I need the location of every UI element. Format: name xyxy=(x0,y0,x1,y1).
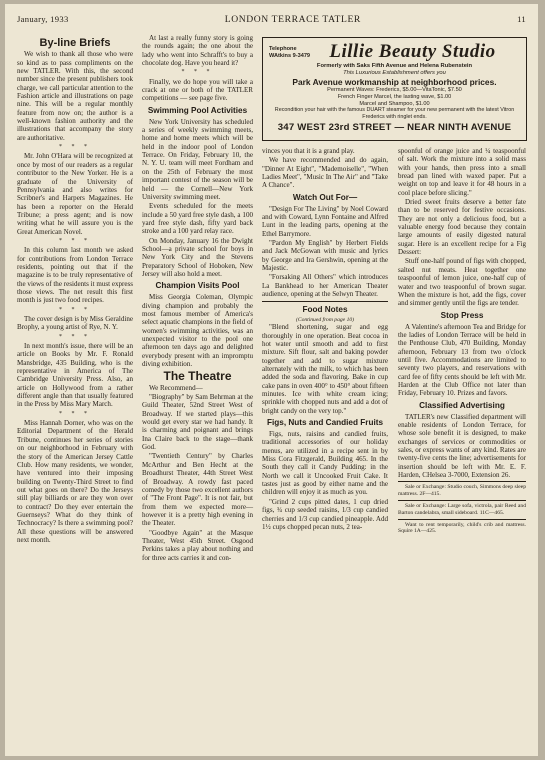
paragraph: We Recommend— xyxy=(149,383,203,392)
column-food-notes xyxy=(262,147,388,532)
paragraph: "Pardon My English" by Herbert Fields and Jack McGowan with music and lyrics by George and Ira Gershwin, opening at the Majestic. xyxy=(262,239,388,273)
separator-stars: * * * xyxy=(59,410,91,417)
ad-marcel: Marcel and Shampoo, $1.00 xyxy=(359,100,430,107)
heading-stop-press: Stop Press xyxy=(440,310,484,320)
separator-stars: * * * xyxy=(59,237,91,244)
food-continued: (Continued from page 10) xyxy=(295,316,355,323)
paragraph: At last a really funny story is going the rounds again; the one about the lady who went into Schrafft's to buy a chocolate dog. Have you heard it? xyxy=(142,34,253,68)
ad-brand-name: Lillie Beauty Studio xyxy=(329,41,496,62)
paragraph: We have recommended and do again, "Dinner At Eight", "Mademoiselle", "When Ladies Meet", "Music In The Air" and "Take A Chance". xyxy=(262,156,388,190)
classified-ad: Sale or Exchange: Large sofa, victrola, pair Reed and Barton candelabra, small sideboard. 11C—465. xyxy=(398,502,526,516)
ad-french: French Finger Marcel, the lasting wave, $1.00 xyxy=(337,93,452,100)
paragraph: Figs, nuts, raisins and candied fruits, traditional accessories of our holiday menus, are utilized in a recipe sent in by Miss Cora Fitzgerald, Building 465. In the South they call it Candy Pudding: in the North we call it Uncooked Fruit Cake. It tastes just as good by either name and the children will enjoy it as much as you. xyxy=(262,430,388,497)
separator-stars: * * * xyxy=(59,333,91,340)
paragraph: On Monday, January 16 the Dwight School—a private school for boys in New York City and the Stevens Preparatory School of Hoboken, New Jersey will also hold a meet. xyxy=(142,236,253,278)
paragraph: "Biography" by Sam Behrman at the Guild Theater, 52nd Street West of Broadway. If we started plays—this would get every star we had handy. It is charming and poignant and brings Ina Claire back to the stage—thank God. xyxy=(142,393,253,452)
heading-watch-out: Watch Out For— xyxy=(292,192,358,202)
paragraph: Mr. John O'Hara will be recognized at once by most of our readers as a regular contributor to the New Yorker. He is a graduate of the University of Pennsylvania and also writes for Scribner's and Harpers Magazines. He has been a reporter on the Herald Tribune; a press agent; and is now writing what he will assure you is the Great American Novel. xyxy=(17,152,133,236)
ad-phone-label: Telephone xyxy=(269,46,297,52)
ad-address: 347 WEST 23rd STREET — NEAR NINTH AVENUE xyxy=(277,122,512,134)
paragraph: spoonful of orange juice and ¼ teaspoonful of salt. Work the mixture into a solid mass with your hands, then press into a small bread pan lined with waxed paper. Put a weight on top and leave it for 48 hours in a cool place before slicing." xyxy=(398,147,526,197)
paragraph: New York University has scheduled a series of weekly swimming meets, home and home meets which will be held in the indoor pool of London Terrace. On Friday, February 10, the N. Y. U. team will meet Fordham and on the 25th of February the most important contest of the season will be held — the Cornell—New York University swimming meet. xyxy=(142,117,253,201)
ad-phone-number: WAtkins 9-3479 xyxy=(269,53,311,59)
page-header xyxy=(17,14,526,28)
separator-stars: * * * xyxy=(59,306,91,313)
rule xyxy=(262,301,388,302)
paragraph: Dried sweet fruits deserve a better fate than to be reserved for festive occasions. They are not only a delicious food, but a valuable energy food because they contain large amounts of easily digested natural sugar. Here is an excellent recipe for a Fig Dessert: xyxy=(398,198,526,257)
heading-figs-nuts: Figs, Nuts and Candied Fruits xyxy=(267,418,383,428)
column-theatre xyxy=(142,34,253,563)
paragraph: In next month's issue, there will be an article on Books by Mr. F. Ronald Mansbridge, 435 Building, who is the representative in America of The Cambridge University Press. Also, an article on Hollywood from a rather different angle than that usually featured in the Press by Miss Mary March. xyxy=(17,342,133,409)
header-page-number: 11 xyxy=(517,14,526,24)
heading-champion: Champion Visits Pool xyxy=(155,281,240,291)
magazine-page xyxy=(5,4,538,756)
separator-stars: * * * xyxy=(59,144,91,151)
rule xyxy=(398,500,526,501)
ad-formerly: Formerly with Saks Fifth Avenue and Helena Rubenstein xyxy=(316,63,473,69)
paragraph: "Blend shortening, sugar and egg thoroughly in one operation. Beat cocoa in hot water until smooth and add to first mixture. Sift flour, salt and baking powder together and add to sugar mixture alternately with the milk, to which has been added the soda and flavoring. Bake in cup cake pans in oven 400° to 450° about fifteen minutes. Ice with white cream icing; sprinkle with chopped nuts and add a dot of bright candy on the very top." xyxy=(262,323,388,415)
paragraph: In this column last month we asked for contributions from London Terrace residents, pointing out that if the magazine is to be truly representative of the views of the residents it must express those views. The net result this first month is just two food recipes. xyxy=(17,246,133,305)
column-classified xyxy=(398,147,526,536)
paragraph: "Grind 2 cups pitted dates, 1 cup dried figs, ¾ cup seeded raisins, 1/3 cup candied cherries and 1/3 cup candied pineapple. Add 1½ cups chopped pecan nuts, 2 tea- xyxy=(262,497,388,531)
header-title: LONDON TERRACE TATLER xyxy=(224,14,361,25)
paragraph: Stuff one-half pound of figs with chopped, salted nut meats. Heat together one teaspoonful of lemon juice, one-half cup of water and two teaspoonful of brown sugar. When the mixture is hot, add the figs, cover and simmer gently until the figs are tender. xyxy=(398,257,526,308)
ad-waves: Permanent Waves: Frederics, $5.00—VitaTonic, $7.50 xyxy=(327,87,462,93)
paragraph: "Design For The Living" by Noel Coward and with Coward, Lynn Fontaine and Alfred Lunt in the leading parts, opening at the Ethel Barrymore. xyxy=(262,204,388,238)
header-date: January, 1933 xyxy=(17,14,69,24)
classified-ad: Want to rent temporarily, child's crib and mattress. Squire 1A—425. xyxy=(398,521,526,535)
ad-recondition: Recondition your hair with the famous DUART steamer for your new permanent with the latest Vitron Frederics with ringlet ends. xyxy=(274,107,515,120)
paragraph: TATLER's new Classified department will enable residents of London Terrace, for whose sole benefit it is designed, to make exchanges of services or commodities or sales, or express wants of any kind. Rates are twenty-five cents the line; advertisements for insertion should be left with Mr. E. F. Harden, CHelsea 3-7000, Extension 26. xyxy=(398,412,526,480)
ad-headline: Park Avenue workmanship at neighborhood prices. xyxy=(292,77,497,87)
separator-stars: * * * xyxy=(181,69,214,76)
paragraph: A Valentine's afternoon Tea and Bridge for the ladies of London Terrace will be held in the Penthouse Club, 470 Building, Monday afternoon, February 13 from two o'clock until five. Accommodations are limited to seventy two players, and reservations with card fee of fifty cents should be left with Mr. Harden at the Club Office not later than Friday, February 10. Prizes and favors. xyxy=(398,322,526,398)
paragraph: "Forsaking All Others" which introduces La Bankhead to her American Theater audience, opening at the Selwyn Theater. xyxy=(262,273,388,299)
heading-food-notes: Food Notes xyxy=(302,304,348,314)
paragraph: The cover design is by Miss Geraldine Brophy, a young artist of Rye, N. Y. xyxy=(17,315,133,332)
rule xyxy=(398,519,526,520)
ad-phone xyxy=(269,46,310,60)
paragraph: "Goodbye Again" at the Masque Theater, West 45th Street. Osgood Perkins takes a play about nothing and for three acts carries it and con- xyxy=(142,528,253,562)
paragraph: Events scheduled for the meets include a 50 yard free style dash, a 100 yard free style dash, fifty yard back stroke and a 100 yard relay race. xyxy=(142,202,253,236)
ad-luxurious: This Luxurious Establishment offers you xyxy=(343,70,446,76)
heading-byline-briefs: By-line Briefs xyxy=(39,37,111,49)
heading-theatre: The Theatre xyxy=(163,369,232,384)
column-byline-briefs xyxy=(17,34,133,545)
heading-swimming-pool: Swimming Pool Activities xyxy=(147,105,248,115)
rule xyxy=(398,481,526,482)
paragraph: vinces you that it is a grand play. xyxy=(262,147,355,155)
paragraph: Miss Georgia Coleman, Olympic diving champion and probably the most famous member of America's select aquatic champions in the field of women's swimming activities, was an unexpected visitor to the pool one afternoon ten days ago and delighted everybody present with an impromptu diving exhibition. xyxy=(142,293,253,369)
classified-ad: Sale or Exchange: Studio couch, Simmons deep sleep mattress. 2F—415. xyxy=(398,484,526,498)
paragraph: "Twentieth Century" by Charles McArthur and Ben Hecht at the Broadhurst Theater, 44th Street West of Broadway. A rowdy fast paced comedy by those two excellent authors of "The Front Page". It is not fair, but from them we expected more—however it is a pretty high evening in the Theater. xyxy=(142,452,253,528)
paragraph: Miss Hannah Dorner, who was on the Editorial Department of the Herald Tribune, continues her series of stories on our neighborhood in February with the story of the American Jersey Cattle Club. How many residents, we wonder, have ventured into their imposing building on Twenty-Third Street to find out what goes on there? Do the Jerseys still play billiards or are they won over to contract? Do they ever entertain the Guernseys? What do they think of Technocracy? Is there a swimming pool? All these questions will be answered next month. xyxy=(17,419,133,544)
heading-classified: Classified Advertising xyxy=(419,400,505,410)
paragraph: Finally, we do hope you will take a crack at one or both of the TATLER competitions — see page five. xyxy=(142,77,253,103)
lillie-beauty-studio-ad xyxy=(262,37,527,141)
paragraph: We wish to thank all those who were so kind as to pass compliments on the new TATLER. With this, the second number since the present publishers took charge, we call particular attention to the Fashion article and illustrations on page nine. This will be a regular monthly feature from now on; the author is a well-known fashion authority and the illustrations that accompany the story are authoritative. xyxy=(17,50,133,142)
